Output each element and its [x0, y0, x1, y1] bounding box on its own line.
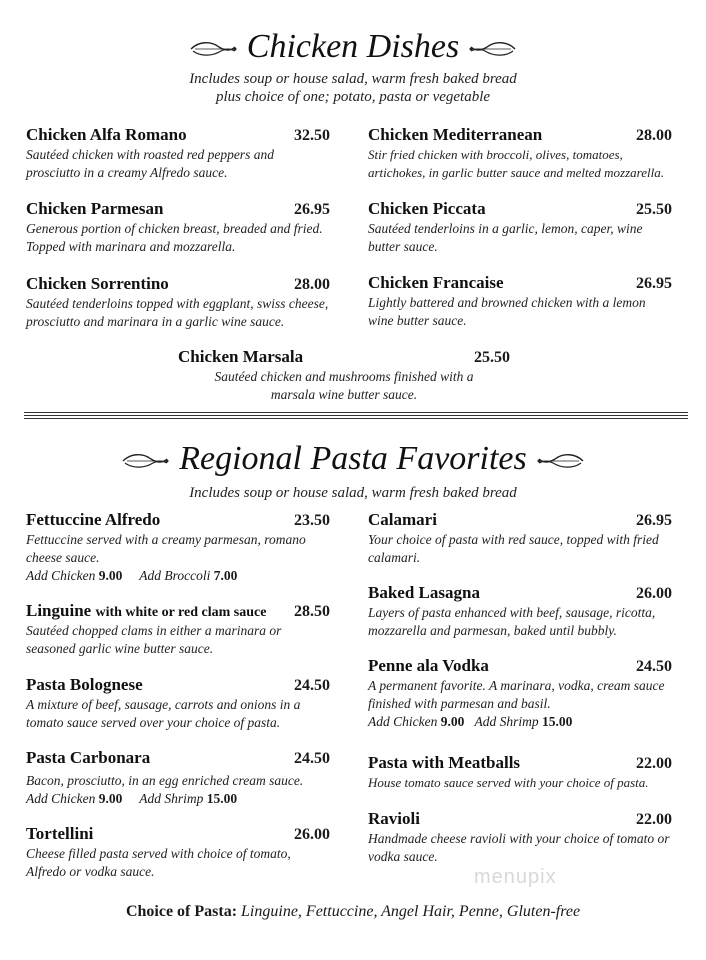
item-name: Ravioli [368, 809, 420, 828]
item-description: A mixture of beef, sausage, carrots and onions in a tomato sauce served over your choice of pasta. [26, 697, 301, 730]
item-price: 26.00 [294, 826, 330, 843]
menu-item-chicken-mediterranean [368, 125, 672, 182]
item-description: A permanent favorite. A marinara, vodka, cream sauce finished with parmesan and basil. [368, 678, 665, 711]
item-name: Chicken Marsala [178, 347, 304, 366]
item-name: Calamari [368, 510, 437, 529]
item-description: Your choice of pasta with red sauce, topped with fried calamari. [368, 532, 659, 565]
flourish-right-icon [537, 451, 585, 471]
menu-item-chicken-parmesan [26, 199, 330, 256]
menu-item-chicken-alfa-romano [26, 125, 330, 182]
item-name: Pasta Carbonara [26, 748, 151, 767]
item-price: 24.50 [294, 677, 330, 694]
menu-item-linguine [26, 601, 330, 658]
pasta-section-title [0, 440, 706, 478]
item-price: 26.00 [636, 585, 672, 602]
item-price: 25.50 [474, 349, 510, 366]
item-name: Pasta Bolognese [26, 675, 143, 694]
item-name: Baked Lasagna [368, 583, 480, 602]
menu-item-calamari [368, 510, 672, 567]
item-description: Sautéed chicken and mushrooms finished with a marsala wine butter sauce. [214, 369, 474, 402]
item-name: Fettuccine Alfredo [26, 510, 161, 529]
item-name: Tortellini [26, 824, 94, 843]
footer-value: Linguine, Fettuccine, Angel Hair, Penne, Gluten-free [241, 903, 581, 920]
flourish-left-icon [121, 451, 169, 471]
menu-item-chicken-francaise [368, 273, 672, 330]
item-description: Sautéed tenderloins in a garlic, lemon, caper, wine butter sauce. [368, 221, 643, 254]
menu-item-penne-ala-vodka [368, 656, 672, 731]
item-description: Generous portion of chicken breast, breaded and fried. Topped with marinara and mozzarella. [26, 221, 323, 254]
item-description: Lightly battered and browned chicken with a lemon wine butter sauce. [368, 295, 646, 328]
item-addons: Add Chicken 9.00 Add Broccoli 7.00 [26, 568, 238, 583]
pasta-choice-footer [0, 903, 706, 921]
pasta-title-text: Regional Pasta Favorites [179, 440, 527, 477]
menu-item-pasta-carbonara [26, 748, 330, 808]
item-price: 25.50 [636, 201, 672, 218]
item-price: 26.95 [636, 512, 672, 529]
item-name: Linguine with white or red clam sauce [26, 601, 267, 620]
item-price: 24.50 [636, 658, 672, 675]
item-name: Pasta with Meatballs [368, 753, 521, 772]
item-description: Cheese filled pasta served with choice of tomato, Alfredo or vodka sauce. [26, 846, 291, 879]
item-description: Sautéed chopped clams in either a marinara or seasoned garlic wine butter sauce. [26, 623, 282, 656]
item-description: Layers of pasta enhanced with beef, sausage, ricotta, mozzarella and parmesan, baked until bubbly. [368, 605, 656, 638]
menu-item-tortellini [26, 824, 330, 881]
footer-label: Choice of Pasta: [125, 903, 238, 920]
chicken-subtitle: Includes soup or house salad, warm fresh baked bread plus choice of one; potato, pasta or vegetable [189, 71, 517, 105]
item-price: 24.50 [294, 750, 330, 767]
item-name: Chicken Sorrentino [26, 274, 169, 293]
menu-item-baked-lasagna [368, 583, 672, 640]
item-description: Sautéed chicken with roasted red peppers and prosciutto in a creamy Alfredo sauce. [26, 147, 274, 180]
item-price: 26.95 [294, 201, 330, 218]
item-name: Penne ala Vodka [368, 656, 489, 675]
item-price: 28.50 [294, 603, 330, 620]
menu-item-ravioli [368, 809, 672, 866]
item-price: 28.00 [294, 276, 330, 293]
menu-item-chicken-marsala [178, 347, 510, 404]
flourish-right-icon [469, 39, 517, 59]
menu-item-chicken-sorrentino [26, 274, 330, 331]
chicken-section-title [0, 28, 706, 66]
item-price: 22.00 [636, 811, 672, 828]
menu-item-fettuccine-alfredo [26, 510, 330, 585]
item-addons: Add Chicken 9.00 Add Shrimp 15.00 [26, 791, 238, 806]
item-addons: Add Chicken 9.00 Add Shrimp 15.00 [368, 714, 573, 729]
item-price: 23.50 [294, 512, 330, 529]
item-price: 26.95 [636, 275, 672, 292]
item-price: 22.00 [636, 755, 672, 772]
menu-item-pasta-with-meatballs [368, 753, 672, 792]
watermark-text: menupix [474, 866, 557, 888]
item-description: Bacon, prosciutto, in an egg enriched cream sauce. [26, 773, 304, 788]
item-description: Fettuccine served with a creamy parmesan, romano cheese sauce. [26, 532, 306, 565]
item-name: Chicken Piccata [368, 199, 486, 218]
item-description: House tomato sauce served with your choice of pasta. [368, 775, 649, 790]
item-name: Chicken Parmesan [26, 199, 164, 218]
item-price: 32.50 [294, 127, 330, 144]
item-price: 28.00 [636, 127, 672, 144]
item-description: Sautéed tenderloins topped with eggplant, swiss cheese, prosciutto and marinara in a garlic wine sauce. [26, 296, 329, 329]
menu-item-chicken-piccata [368, 199, 672, 256]
item-name: Chicken Mediterranean [368, 125, 543, 144]
menu-item-pasta-bolognese [26, 675, 330, 732]
chicken-title-text: Chicken Dishes [246, 28, 460, 65]
item-name: Chicken Alfa Romano [26, 125, 187, 144]
item-description: Stir fried chicken with broccoli, olives, tomatoes, artichokes, in garlic butter sauce and melted mozzarella. [368, 147, 664, 180]
pasta-subtitle: Includes soup or house salad, warm fresh baked bread [189, 485, 517, 501]
flourish-left-icon [189, 39, 237, 59]
item-description: Handmade cheese ravioli with your choice of tomato or vodka sauce. [368, 831, 670, 864]
item-name: Chicken Francaise [368, 273, 504, 292]
section-divider [24, 412, 688, 420]
